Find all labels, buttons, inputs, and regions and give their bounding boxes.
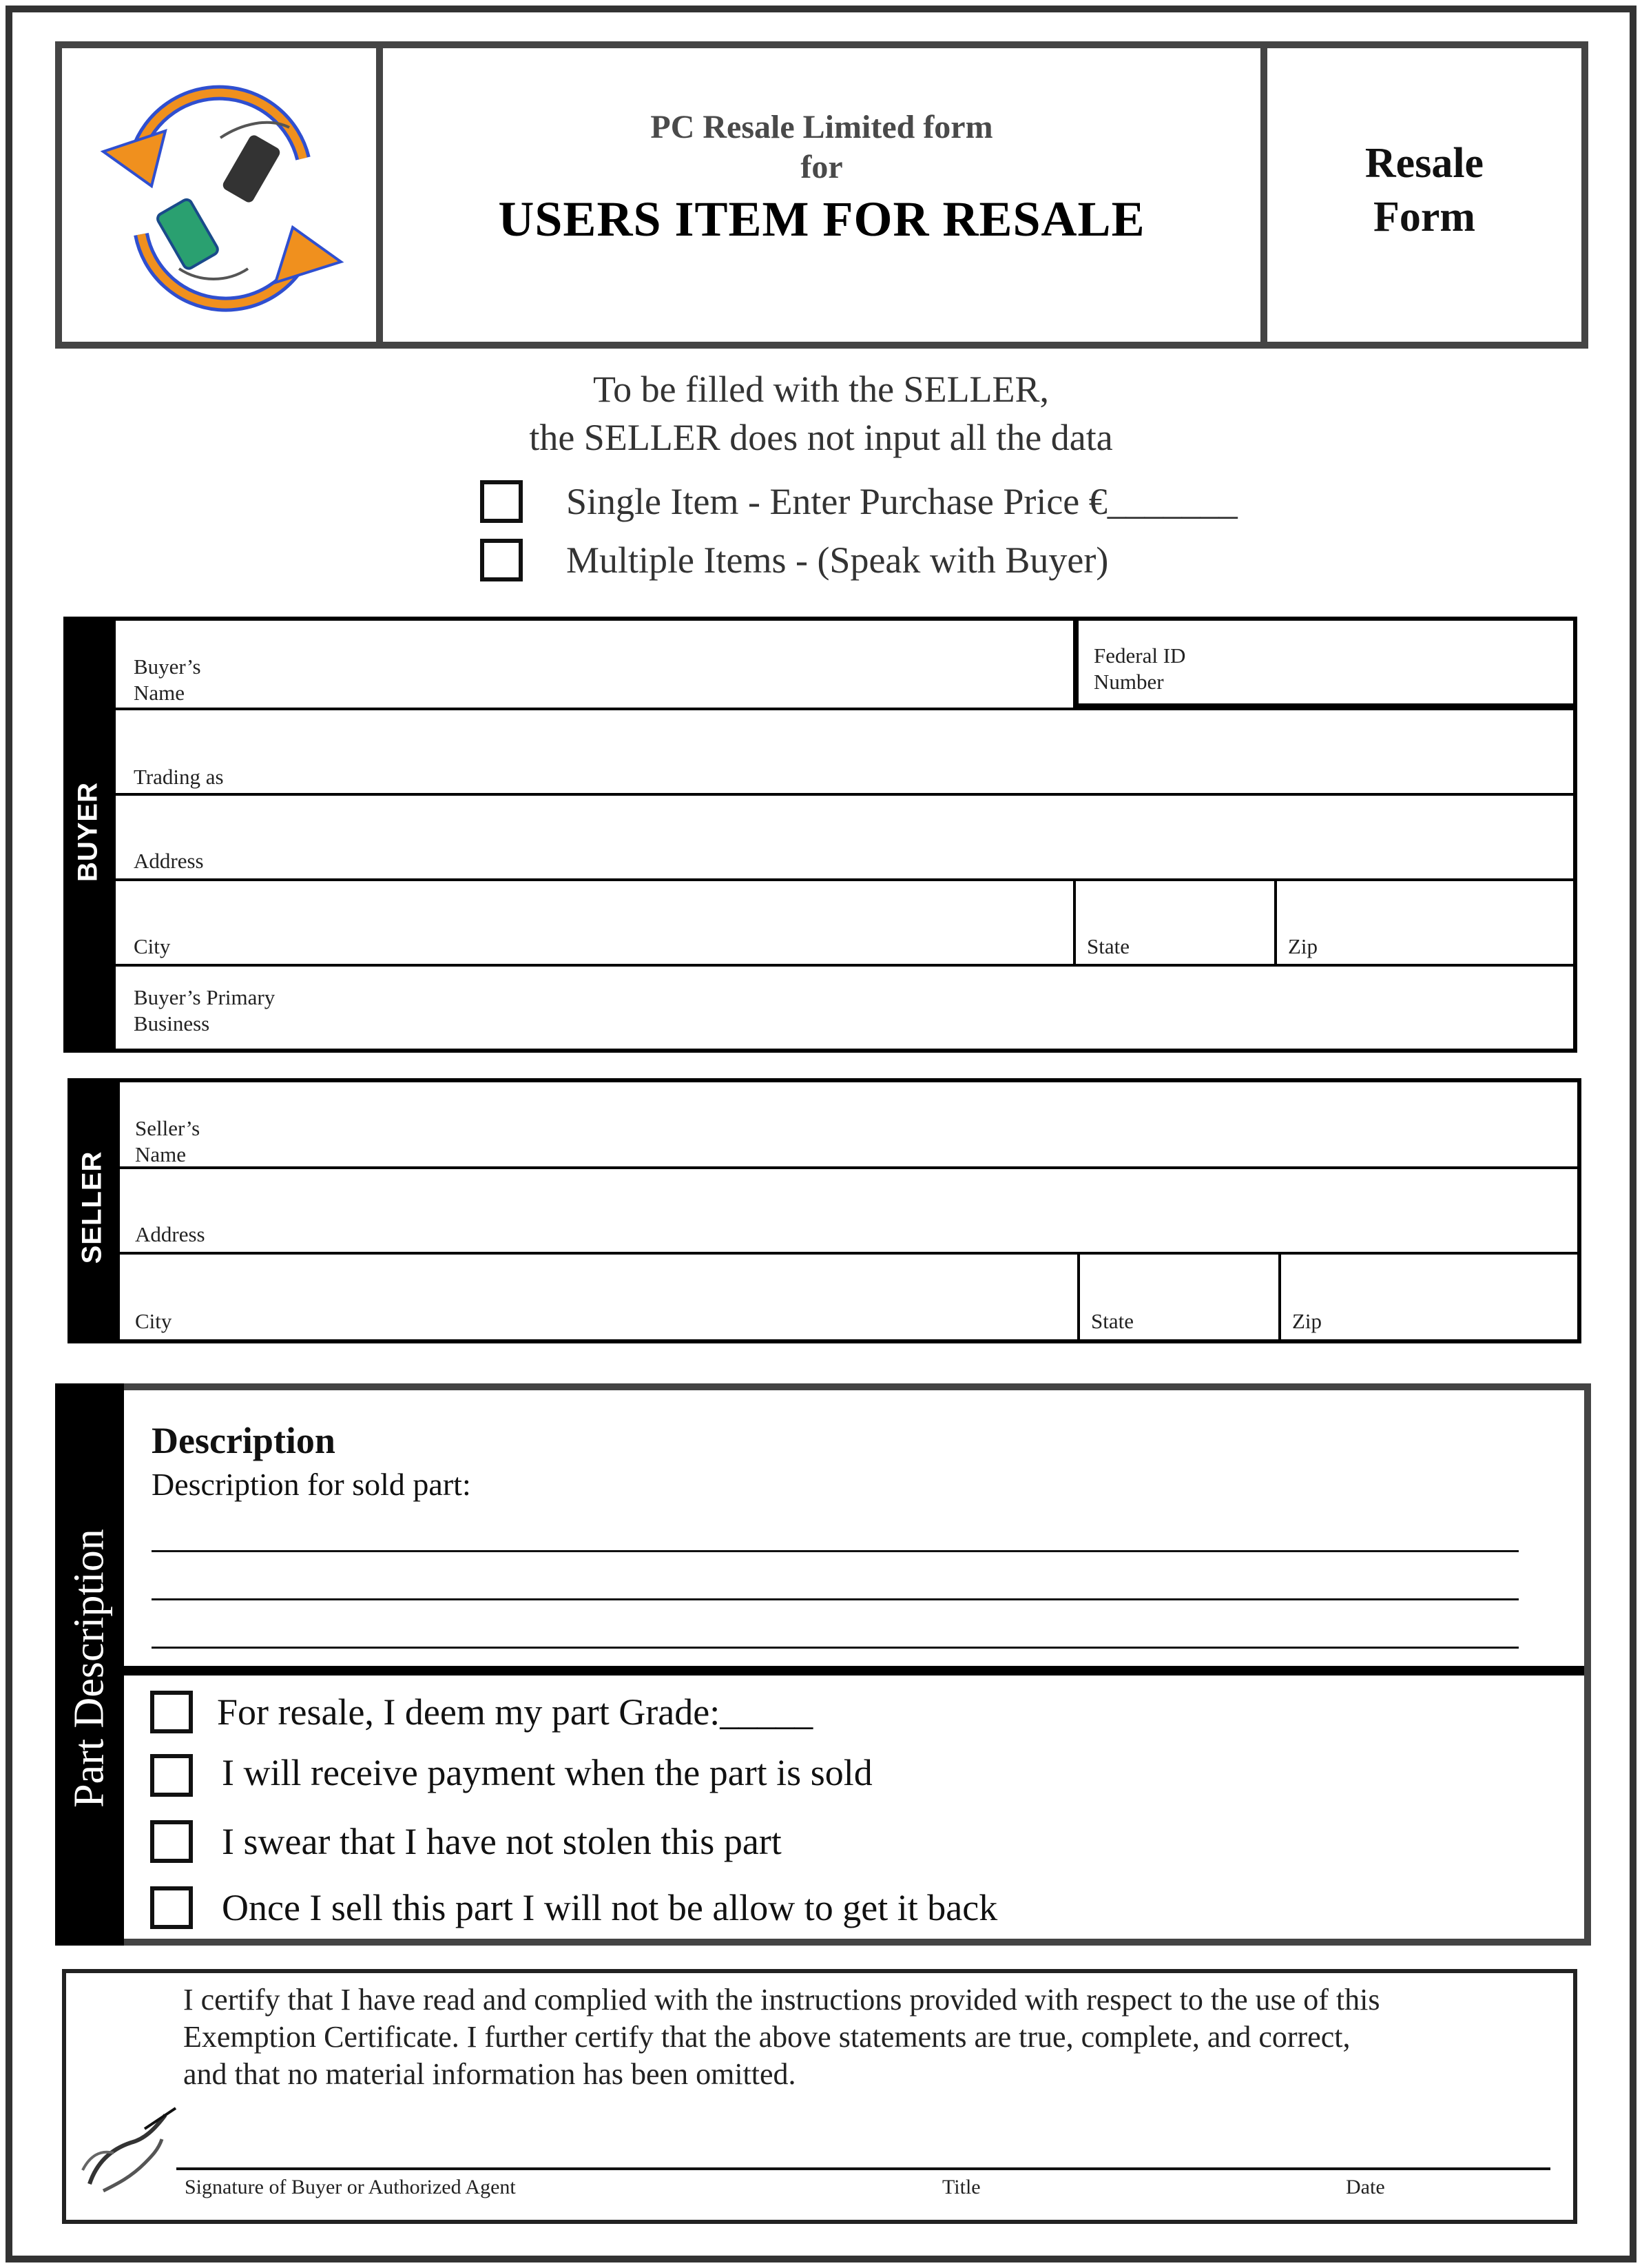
instruction-line-1: To be filled with the SELLER, xyxy=(592,369,1050,410)
signature-line[interactable] xyxy=(176,2167,1550,2170)
side-title-cell xyxy=(1267,48,1581,342)
buyer-city-row xyxy=(116,881,1573,967)
buyer-city-label: City xyxy=(134,934,171,958)
seller-name-label-2: Name xyxy=(135,1142,187,1166)
part-side-bar xyxy=(55,1383,124,1946)
primary-business-label xyxy=(134,984,275,1037)
description-prompt: Description for sold part: xyxy=(152,1467,471,1502)
description-heading: Description xyxy=(152,1420,335,1461)
description-line-1[interactable] xyxy=(152,1550,1519,1552)
buyer-name-label-1: Buyer’s xyxy=(134,654,201,679)
buyer-zip-field[interactable] xyxy=(1274,881,1573,964)
buyer-address-field[interactable] xyxy=(116,796,1573,881)
trading-as-label: Trading as xyxy=(134,765,224,789)
certification-box xyxy=(62,1969,1577,2224)
multiple-items-checkbox[interactable] xyxy=(480,539,523,581)
side-title-1: Resale xyxy=(1364,140,1484,187)
buyer-table xyxy=(112,617,1577,1053)
form-title: USERS ITEM FOR RESALE xyxy=(498,192,1145,247)
part-divider xyxy=(124,1666,1584,1676)
statement-payment: I will receive payment when the part is sold xyxy=(222,1752,873,1793)
part-box xyxy=(124,1383,1591,1946)
buyer-state-label: State xyxy=(1087,934,1130,958)
federal-id-label xyxy=(1094,643,1185,695)
buyer-name-label-2: Name xyxy=(134,681,185,705)
part-section-label: Part Description xyxy=(65,1529,113,1808)
cert-line-2: Exemption Certificate. I further certify that the above statements are true, complete, and correct, xyxy=(183,2020,1351,2054)
buyer-section-label: BUYER xyxy=(72,781,103,883)
buyer-row-name xyxy=(116,621,1573,710)
federal-id-label-1: Federal ID xyxy=(1094,643,1186,668)
seller-zip-label: Zip xyxy=(1292,1309,1322,1333)
statement-grade: For resale, I deem my part Grade:_____ xyxy=(217,1691,813,1733)
single-item-label: Single Item - Enter Purchase Price €_______ xyxy=(566,481,1238,522)
title-cell xyxy=(383,48,1267,342)
form-subtitle-2: for xyxy=(800,149,843,185)
single-item-checkbox[interactable] xyxy=(480,480,523,523)
form-subtitle-1: PC Resale Limited form xyxy=(650,109,993,145)
primary-business-label-1: Buyer’s Primary xyxy=(134,985,276,1009)
primary-business-label-2: Business xyxy=(134,1011,210,1035)
cert-line-1: I certify that I have read and complied with the instructions provided with respect to the use of this xyxy=(183,1983,1380,2017)
seller-address-field[interactable] xyxy=(120,1169,1577,1255)
seller-city-label: City xyxy=(135,1309,172,1333)
seller-section-label: SELLER xyxy=(76,1151,107,1264)
grade-checkbox[interactable] xyxy=(150,1691,193,1733)
seller-state-field[interactable] xyxy=(1077,1255,1278,1339)
seller-table xyxy=(116,1078,1581,1343)
buyer-state-field[interactable] xyxy=(1073,881,1274,964)
instruction-line-2: the SELLER does not input all the data xyxy=(529,417,1113,458)
cert-line-3: and that no material information has been omitted. xyxy=(183,2057,796,2091)
form-header xyxy=(55,41,1588,349)
no-return-checkbox[interactable] xyxy=(150,1886,193,1929)
statement-not-stolen: I swear that I have not stolen this part xyxy=(222,1821,782,1862)
recycle-hands-logo-icon xyxy=(62,48,383,342)
side-title-2: Form xyxy=(1373,194,1476,240)
buyer-address-label: Address xyxy=(134,849,204,873)
seller-state-label: State xyxy=(1091,1309,1134,1333)
seller-zip-field[interactable] xyxy=(1278,1255,1577,1339)
seller-side-bar xyxy=(67,1078,117,1343)
signature-label: Signature of Buyer or Authorized Agent xyxy=(185,2176,516,2198)
trading-as-field[interactable] xyxy=(116,710,1573,796)
certification-text xyxy=(183,1981,1380,2093)
buyer-primary-business-field[interactable] xyxy=(116,967,1573,1049)
signing-hand-icon xyxy=(76,2101,179,2205)
seller-address-label: Address xyxy=(135,1222,205,1246)
multiple-items-label: Multiple Items - (Speak with Buyer) xyxy=(566,539,1109,581)
payment-checkbox[interactable] xyxy=(150,1754,193,1797)
federal-id-field[interactable] xyxy=(1073,621,1573,708)
seller-name-field[interactable] xyxy=(120,1082,1577,1169)
description-line-2[interactable] xyxy=(152,1598,1519,1600)
statement-no-return: Once I sell this part I will not be allow to get it back xyxy=(222,1887,998,1928)
logo-cell xyxy=(62,48,383,342)
seller-name-label xyxy=(135,1115,200,1168)
seller-name-label-1: Seller’s xyxy=(135,1116,200,1140)
buyer-side-bar xyxy=(63,617,113,1053)
not-stolen-checkbox[interactable] xyxy=(150,1820,193,1863)
buyer-zip-label: Zip xyxy=(1288,934,1318,958)
description-line-3[interactable] xyxy=(152,1647,1519,1649)
date-label: Date xyxy=(1346,2176,1385,2198)
seller-city-row xyxy=(120,1255,1577,1339)
title-label: Title xyxy=(942,2176,981,2198)
federal-id-label-2: Number xyxy=(1094,670,1164,694)
buyer-name-label xyxy=(134,654,201,706)
